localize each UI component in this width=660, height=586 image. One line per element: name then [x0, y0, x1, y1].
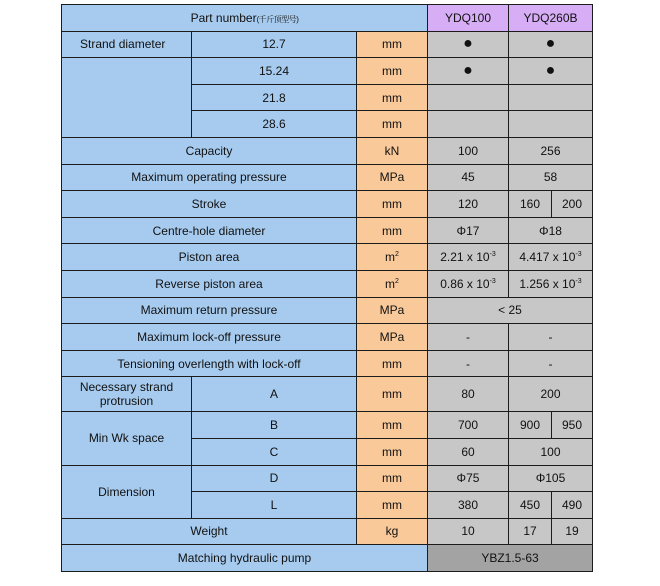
- dot-mark: ●: [428, 31, 509, 58]
- header-row: [62, 5, 593, 32]
- unit: mm: [357, 31, 428, 58]
- strand-size: 15.24: [192, 58, 357, 85]
- value: 60: [428, 438, 509, 465]
- value: 950: [552, 412, 593, 439]
- weight-label: Weight: [62, 518, 357, 545]
- value: 2.21 x $10^{-3}$: [428, 244, 509, 271]
- capacity-label: Capacity: [62, 137, 357, 164]
- unit: mm: [357, 350, 428, 377]
- model-ydq100: YDQ100: [428, 5, 509, 32]
- dot-mark: ●: [428, 58, 509, 85]
- value: 17: [509, 518, 552, 545]
- value: < 25: [428, 297, 593, 324]
- value: -: [428, 324, 509, 351]
- sub-label: A: [192, 377, 357, 412]
- strand-label-spacer: [62, 58, 192, 138]
- value: 450: [509, 492, 552, 519]
- stroke-row: [62, 191, 593, 218]
- value: 80: [428, 377, 509, 412]
- max-pressure-row: [62, 164, 593, 191]
- unit: mm: [357, 412, 428, 439]
- unit: MPa: [357, 164, 428, 191]
- pump-row: [62, 545, 593, 572]
- unit: kg: [357, 518, 428, 545]
- value: 58: [509, 164, 593, 191]
- unit: mm: [357, 111, 428, 138]
- max-lockoff-pressure-label: Maximum lock-off pressure: [62, 324, 357, 351]
- empty-cell: [428, 84, 509, 111]
- value: 4.417 x $10^{-3}$: [509, 244, 593, 271]
- sub-label: D: [192, 465, 357, 492]
- piston-area-row: [62, 244, 593, 271]
- weight-row: [62, 518, 593, 545]
- empty-cell: [509, 84, 593, 111]
- value: -: [509, 350, 593, 377]
- value: 1.256 x $10^{-3}$: [509, 270, 593, 297]
- sub-label: L: [192, 492, 357, 519]
- value: Φ17: [428, 217, 509, 244]
- empty-cell: [509, 111, 593, 138]
- strand-protrusion-label: Necessary strand protrusion: [62, 377, 192, 412]
- value: 900: [509, 412, 552, 439]
- value: 160: [509, 191, 552, 218]
- value: 45: [428, 164, 509, 191]
- pump-value: YBZ1.5-63: [428, 545, 593, 572]
- sub-label: B: [192, 412, 357, 439]
- unit: mm: [357, 377, 428, 412]
- tensioning-overlength-row: [62, 350, 593, 377]
- dimension-row-d: [62, 465, 593, 492]
- max-pressure-label: Maximum operating pressure: [62, 164, 357, 191]
- reverse-piston-area-row: [62, 270, 593, 297]
- min-wk-space-row-b: [62, 412, 593, 439]
- value: Φ18: [509, 217, 593, 244]
- value: 700: [428, 412, 509, 439]
- value: 100: [509, 438, 593, 465]
- value: -: [428, 350, 509, 377]
- part-number-header: Part number(千斤顶型号): [62, 5, 428, 32]
- value: 0.86 x $10^{-3}$: [428, 270, 509, 297]
- max-return-pressure-row: [62, 297, 593, 324]
- reverse-piston-area-label: Reverse piston area: [62, 270, 357, 297]
- spec-table: [61, 4, 593, 572]
- value: 100: [428, 137, 509, 164]
- empty-cell: [428, 111, 509, 138]
- value: 120: [428, 191, 509, 218]
- value: 200: [509, 377, 593, 412]
- strand-size: 21.8: [192, 84, 357, 111]
- centre-hole-label: Centre-hole diameter: [62, 217, 357, 244]
- sub-label: C: [192, 438, 357, 465]
- value: 490: [552, 492, 593, 519]
- value: 10: [428, 518, 509, 545]
- model-ydq260b: YDQ260B: [509, 5, 593, 32]
- piston-area-label: Piston area: [62, 244, 357, 271]
- pump-label: Matching hydraulic pump: [62, 545, 428, 572]
- unit: kN: [357, 137, 428, 164]
- dot-mark: ●: [509, 31, 593, 58]
- max-return-pressure-label: Maximum return pressure: [62, 297, 357, 324]
- unit: mm: [357, 58, 428, 85]
- dot-mark: ●: [509, 58, 593, 85]
- dimension-label: Dimension: [62, 465, 192, 518]
- unit: mm: [357, 492, 428, 519]
- value: Φ105: [509, 465, 593, 492]
- unit: MPa: [357, 324, 428, 351]
- strand-protrusion-row: [62, 377, 593, 412]
- value: -: [509, 324, 593, 351]
- strand-size: 28.6: [192, 111, 357, 138]
- value: Φ75: [428, 465, 509, 492]
- unit: MPa: [357, 297, 428, 324]
- unit: mm: [357, 438, 428, 465]
- strand-diameter-label: Strand diameter: [62, 31, 192, 58]
- strand-size: 12.7: [192, 31, 357, 58]
- value: 19: [552, 518, 593, 545]
- min-wk-space-label: Min Wk space: [62, 412, 192, 465]
- value: 380: [428, 492, 509, 519]
- unit: mm: [357, 84, 428, 111]
- stroke-label: Stroke: [62, 191, 357, 218]
- capacity-row: [62, 137, 593, 164]
- unit: mm: [357, 191, 428, 218]
- value: 200: [552, 191, 593, 218]
- centre-hole-row: [62, 217, 593, 244]
- unit: mm: [357, 217, 428, 244]
- strand-row-2: [62, 58, 593, 85]
- value: 256: [509, 137, 593, 164]
- unit: mm: [357, 465, 428, 492]
- strand-row-1: [62, 31, 593, 58]
- tensioning-overlength-label: Tensioning overlength with lock-off: [62, 350, 357, 377]
- max-lockoff-pressure-row: [62, 324, 593, 351]
- unit: $m^2$: [357, 244, 428, 271]
- unit: $m^2$: [357, 270, 428, 297]
